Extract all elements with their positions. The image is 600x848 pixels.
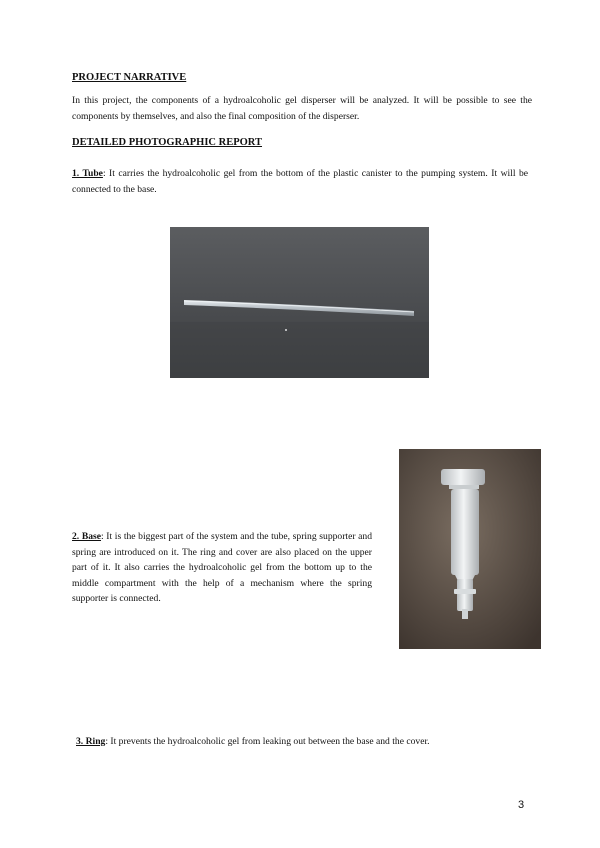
tube-description <box>72 166 528 197</box>
base-photo <box>399 449 541 649</box>
tube-photo-image <box>170 227 429 378</box>
project-narrative-heading: PROJECT NARRATIVE <box>72 72 187 83</box>
base-photo-image <box>399 449 541 649</box>
photographic-report-heading: DETAILED PHOTOGRAPHIC REPORT <box>72 137 263 148</box>
project-narrative-text: In this project, the components of a hydroalcoholic gel disperser will be analyzed. It will be possible to see the components by themselves, and also the final composition of the disperser. <box>72 95 532 122</box>
page-number: 3 <box>518 799 525 811</box>
base-description <box>72 529 372 607</box>
tube-label: 1. Tube <box>72 168 103 179</box>
tube-text: : It carries the hydroalcoholic gel from the bottom of the plastic canister to the pumping system. It will be connected to the base. <box>72 168 529 195</box>
ring-label: 3. Ring <box>76 736 106 747</box>
base-text: : It is the biggest part of the system and the tube, spring supporter and spring are introduced on it. The ring and cover are also placed on the upper part of it. It also carries the hydroalcoholic gel from the bottom up to the middle compartment with the help of a mechanism where the spring supporter is connected. <box>72 531 372 604</box>
ring-description <box>76 734 536 750</box>
tube-photo <box>170 227 429 378</box>
ring-text: : It prevents the hydroalcoholic gel from leaking out between the base and the cover. <box>105 736 430 747</box>
base-label: 2. Base <box>72 531 102 542</box>
